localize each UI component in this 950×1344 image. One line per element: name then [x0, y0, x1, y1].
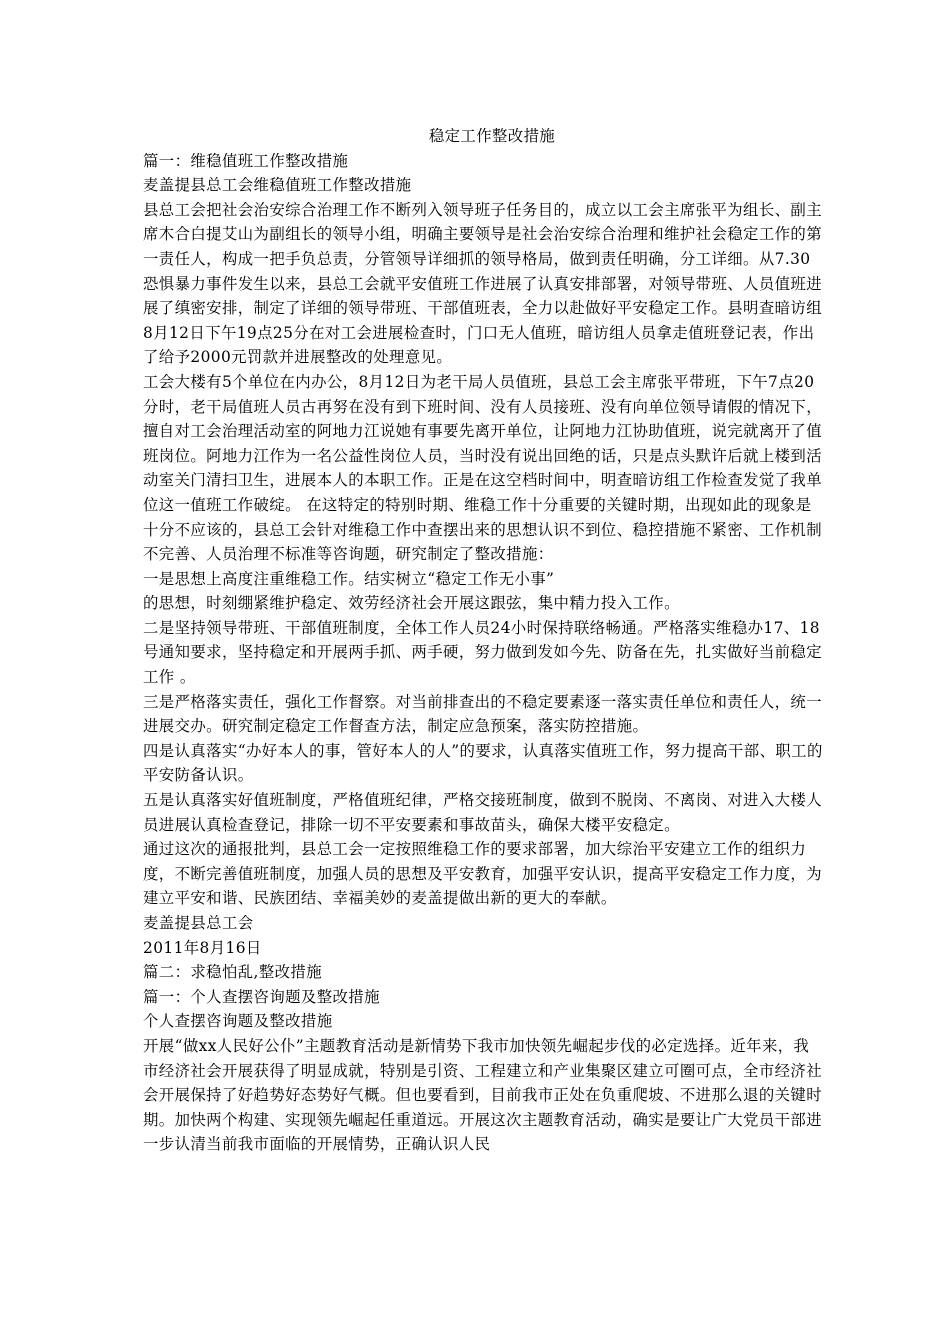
document-body [143, 124, 823, 1157]
document-title: 稳定工作整改措施 [428, 127, 556, 145]
signature-org: 麦盖提县总工会 [143, 914, 254, 932]
body-paragraph: 三是严格落实责任，强化工作督察。对当前排查出的不稳定要素逐一落实责任单位和责任人，统一进展交办。研究制定稳定工作督查方法，制定应急预案，落实防控措施。 [143, 692, 822, 736]
subsection-heading: 个人查摆咨询题及整改措施 [143, 1012, 333, 1031]
section-heading: 篇一：维稳值班工作整改措施 [143, 151, 349, 170]
body-paragraph: 通过这次的通报批判，县总工会一定按照维稳工作的要求部署，加大综治平安建立工作的组织力度，不断完善值班制度，加强人员的思想及平安教育，加强平安认识，提高平安稳定工作力度，为建立平安和谐、民族团结、幸福美妙的麦盖提做出新的更大的奉献。 [143, 840, 822, 908]
body-paragraph: 开展“做xx人民好公仆”主题教育活动是新情势下我市加快领先崛起步伐的必定选择。近年来，我市经济社会开展获得了明显成就，特别是引资、工程建立和产业集聚区建立可圈可点，全市经济社会开展保持了好趋势好态势好气概。但也要看到，目前我市正处在负重爬坡、不进那么退的关键时期。加快两个构建、实现领先崛起任重道远。开展这次主题教育活动，确实是要让广大党员干部进一步认清当前我市面临的开展情势，正确认识人民 [143, 1036, 822, 1154]
body-paragraph: 五是认真落实好值班制度，严格值班纪律，严格交接班制度，做到不脱岗、不离岗、对进入大楼人员进展认真检查登记，排除一切不平安要素和事故苗头，确保大楼平安稳定。 [143, 791, 822, 834]
subsection-heading: 篇一：个人查摆咨询题及整改措施 [143, 987, 380, 1006]
body-paragraph: 工会大楼有5个单位在内办公，8月12日为老干局人员值班，县总工会主席张平带班，下午7点20分时，老干局值班人员古再努在没有到下班时间、没有人员接班、没有向单位领导请假的情况下，擅自对工会治理活动室的阿地力江说她有事要先离开单位，让阿地力江协助值班，说完就离开了值班岗位。阿地力江作为一名公益性岗位人员，当时没有说出回绝的话，只是点头默许后就上楼到活动室关门清扫卫生，进展本人的本职工作。正是在这空档时间中，明查暗访组工作检查发觉了我单位这一值班工作破绽。 在这特定的特别时期、维稳工作十分重要的关键时期，出现如此的现象是十分不应该的，县总工会针对维稳工作中查摆出来的思想认识不到位、稳控措施不紧密、工作机制不完善、人员治理不标准等咨询题，研究制定了整改措施： [143, 372, 822, 564]
section-heading: 篇二：求稳怕乱,整改措施 [143, 963, 322, 982]
body-paragraph: 二是坚持领导带班、干部值班制度，全体工作人员24小时保持联络畅通。严格落实维稳办17、18号通知要求，坚持稳定和开展两手抓、两手硬，努力做到发如今先、防备在先，扎实做好当前稳定工作 。 [143, 618, 822, 687]
body-paragraph: 四是认真落实“办好本人的事，管好本人的人”的要求，认真落实值班工作，努力提高干部、职工的平安防备认识。 [143, 741, 823, 785]
body-paragraph: 一是思想上高度注重维稳工作。结实树立“稳定工作无小事” [143, 569, 555, 588]
body-paragraph: 县总工会把社会治安综合治理工作不断列入领导班子任务目的，成立以工会主席张平为组长、副主席木合白提艾山为副组长的领导小组，明确主要领导是社会治安综合治理和维护社会稳定工作的第一责任人，构成一把手负总责，分管领导详细抓的领导格局，做到责任明确，分工详细。从7.30恐惧暴力事件发生以来，县总工会就平安值班工作进展了认真安排部署，对领导带班、人员值班进展了缜密安排，制定了详细的领导带班、干部值班表，全力以赴做好平安稳定工作。县明查暗访组8月12日下午19点25分在对工会进展检查时，门口无人值班，暗访组人员拿走值班登记表，作出了给予2000元罚款并进展整改的处理意见。 [143, 200, 822, 367]
subsection-heading: 麦盖提县总工会维稳值班工作整改措施 [143, 176, 412, 195]
signature-date: 2011年8月16日 [143, 938, 262, 957]
body-paragraph: 的思想，时刻绷紧维护稳定、效劳经济社会开展这跟弦，集中精力投入工作。 [143, 594, 680, 613]
